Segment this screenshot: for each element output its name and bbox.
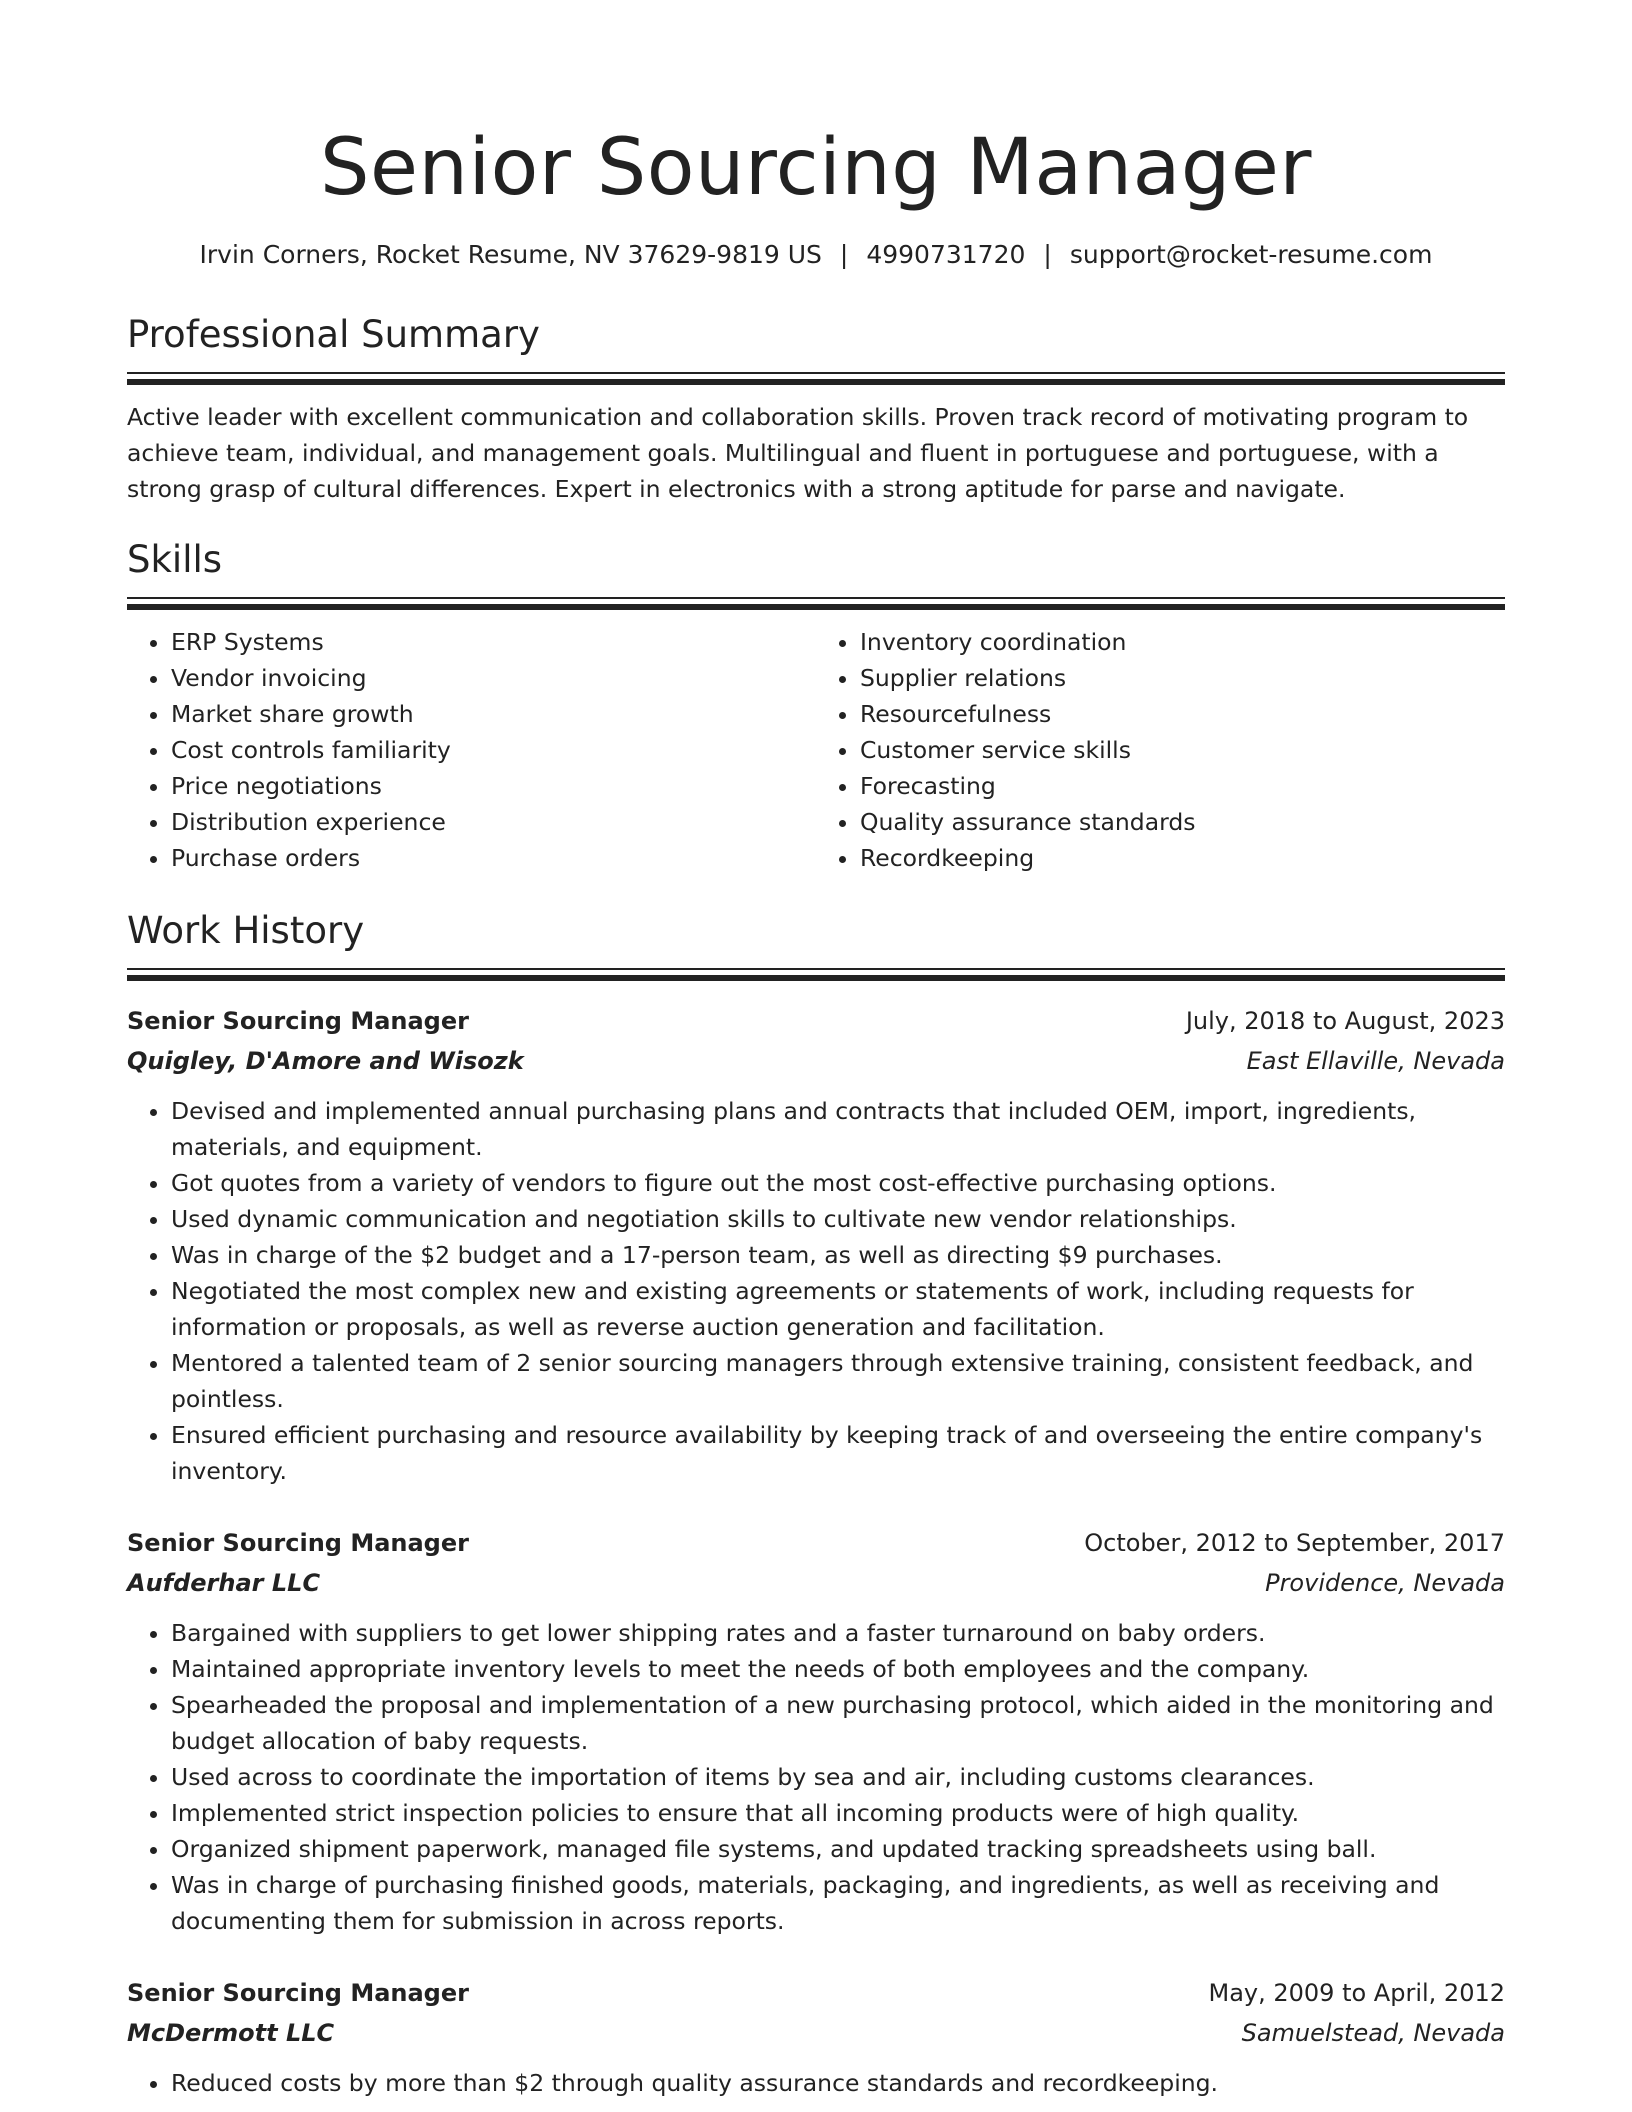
skill-item: • Distribution experience: [171, 804, 816, 840]
job-bullet: • Was in charge of purchasing finished goods, materials, packaging, and ingredients, as well as receiving and documenting them for submission in across reports.: [171, 1867, 1505, 1939]
job-location: Providence, Nevada: [1265, 1569, 1505, 1597]
job-bullet: • Spearheaded the proposal and implementation of a new purchasing protocol, which aided in the monitoring and budget allocation of baby requests.: [171, 1687, 1505, 1759]
skill-item: • Supplier relations: [860, 660, 1505, 696]
job-bullet: • Got quotes from a variety of vendors to figure out the most cost-effective purchasing options.: [171, 1165, 1505, 1201]
contact-address: Irvin Corners, Rocket Resume, NV 37629-9819 US: [199, 240, 822, 269]
job-title: Senior Sourcing Manager: [127, 1979, 469, 2007]
job-bullet: • Maintained appropriate inventory levels to meet the needs of both employees and the company.: [171, 1651, 1505, 1687]
job-bullet: • Devised and implemented annual purchasing plans and contracts that included OEM, import, ingredients, materials, and equipment.: [171, 1093, 1505, 1165]
skill-item: • Customer service skills: [860, 732, 1505, 768]
skill-item: • Quality assurance standards: [860, 804, 1505, 840]
summary-heading: Professional Summary: [127, 313, 540, 356]
skill-item: • Market share growth: [171, 696, 816, 732]
skills-section: [127, 537, 1505, 876]
resume-title: Senior Sourcing Manager: [320, 123, 1312, 213]
job-title: Senior Sourcing Manager: [127, 1529, 469, 1557]
job-location: Samuelstead, Nevada: [1241, 2019, 1505, 2047]
job-dates: May, 2009 to April, 2012: [1208, 1979, 1505, 2007]
job-bullet: • Used dynamic communication and negotiation skills to cultivate new vendor relationships.: [171, 1201, 1505, 1237]
skills-list: [127, 624, 1505, 876]
job-entry: [127, 1973, 1505, 2101]
job-company: Aufderhar LLC: [127, 1569, 321, 1597]
skills-column-right: [816, 624, 1505, 876]
job-bullets: [127, 2065, 1505, 2101]
section-divider: [127, 968, 1505, 981]
job-dates: October, 2012 to September, 2017: [1084, 1529, 1505, 1557]
job-bullet: • Bargained with suppliers to get lower shipping rates and a faster turnaround on baby orders.: [171, 1615, 1505, 1651]
skill-item: • Resourcefulness: [860, 696, 1505, 732]
job-company-row: [127, 1041, 1505, 1081]
section-divider: [127, 597, 1505, 610]
job-company: McDermott LLC: [127, 2019, 335, 2047]
section-divider: [127, 372, 1505, 385]
job-company: Quigley, D'Amore and Wisozk: [127, 1047, 524, 1075]
job-bullet: • Mentored a talented team of 2 senior sourcing managers through extensive training, consistent feedback, and pointless.: [171, 1345, 1505, 1417]
job-bullet: • Implemented strict inspection policies to ensure that all incoming products were of high quality.: [171, 1795, 1505, 1831]
job-bullet: • Reduced costs by more than $2 through quality assurance standards and recordkeeping.: [171, 2065, 1505, 2101]
skill-item: • Inventory coordination: [860, 624, 1505, 660]
contact-line: [127, 238, 1505, 272]
job-header-row: [127, 1523, 1505, 1563]
job-bullets: [127, 1615, 1505, 1939]
job-entry: [127, 1001, 1505, 1489]
skill-item: • Price negotiations: [171, 768, 816, 804]
job-header-row: [127, 1001, 1505, 1041]
summary-section: [127, 312, 1505, 507]
work-history-heading: Work History: [127, 909, 365, 952]
job-bullet: • Was in charge of the $2 budget and a 17-person team, as well as directing $9 purchases.: [171, 1237, 1505, 1273]
skill-item: • Purchase orders: [171, 840, 816, 876]
jobs-list: [127, 1001, 1505, 2101]
job-location: East Ellaville, Nevada: [1246, 1047, 1505, 1075]
job-entry: [127, 1523, 1505, 1939]
job-bullet: • Negotiated the most complex new and existing agreements or statements of work, including requests for information or proposals, as well as reverse auction generation and facilitation.: [171, 1273, 1505, 1345]
work-history-section: [127, 908, 1505, 2101]
job-bullet: • Used across to coordinate the importation of items by sea and air, including customs clearances.: [171, 1759, 1505, 1795]
job-title: Senior Sourcing Manager: [127, 1007, 469, 1035]
skill-item: • Vendor invoicing: [171, 660, 816, 696]
job-header-row: [127, 1973, 1505, 2013]
contact-separator: |: [839, 240, 849, 269]
job-bullet: • Ensured efficient purchasing and resource availability by keeping track of and overseeing the entire company's inventory.: [171, 1417, 1505, 1489]
skill-item: • Forecasting: [860, 768, 1505, 804]
contact-separator: |: [1043, 240, 1052, 269]
job-bullets: [127, 1093, 1505, 1489]
job-bullet: • Organized shipment paperwork, managed file systems, and updated tracking spreadsheets using ball.: [171, 1831, 1505, 1867]
job-company-row: [127, 1563, 1505, 1603]
skills-column-left: [127, 624, 816, 876]
skill-item: • ERP Systems: [171, 624, 816, 660]
skills-heading: Skills: [127, 538, 223, 581]
job-dates: July, 2018 to August, 2023: [1185, 1007, 1505, 1035]
job-company-row: [127, 2013, 1505, 2053]
contact-phone: 4990731720: [866, 240, 1026, 269]
contact-email: support@rocket-resume.com: [1069, 240, 1433, 269]
skill-item: • Cost controls familiarity: [171, 732, 816, 768]
summary-text: Active leader with excellent communication and collaboration skills. Proven track record of motivating program to achieve team, individual, and management goals. Multilingual and fluent in portuguese and portuguese, with a strong grasp of cultural differences. Expert in electronics with a strong aptitude for parse and navigate.: [127, 403, 1469, 503]
skill-item: • Recordkeeping: [860, 840, 1505, 876]
